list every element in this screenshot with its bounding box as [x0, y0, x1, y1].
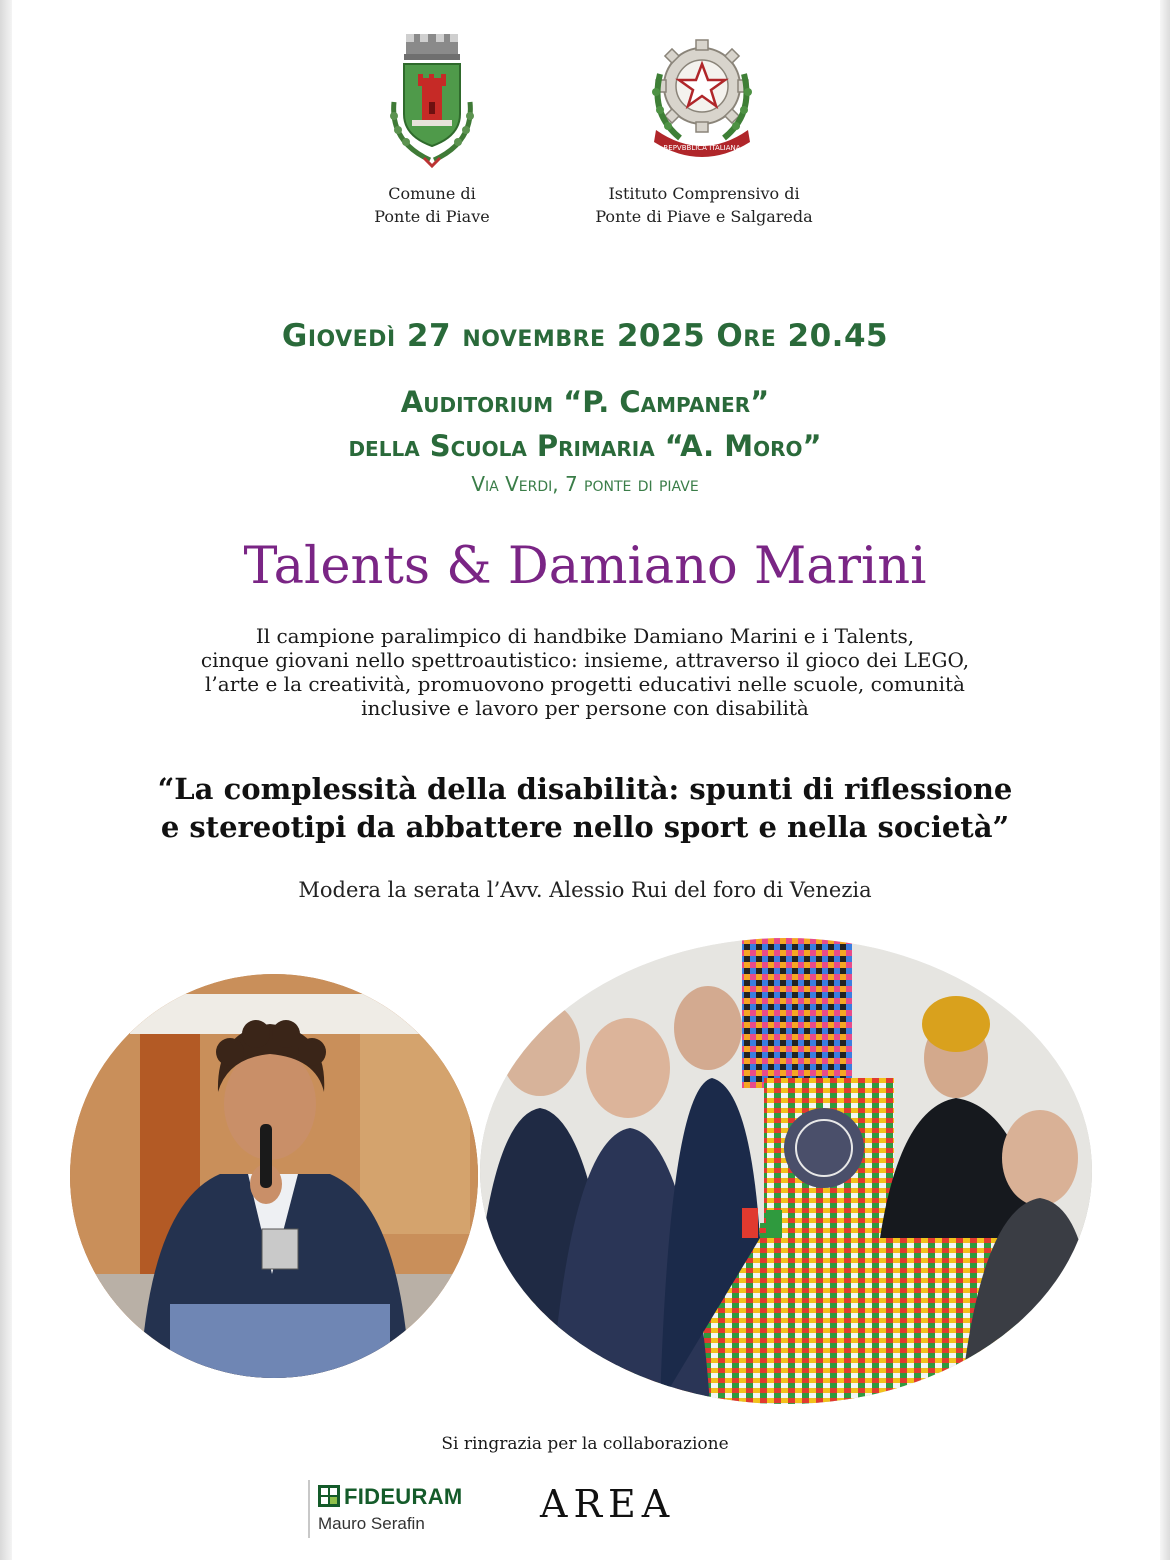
right-caption-line2: Ponte di Piave e Salgareda [595, 207, 813, 226]
description-line: Il campione paralimpico di handbike Damiano Marini e i Talents, [255, 624, 915, 648]
lego-group-photo [480, 938, 1092, 1404]
left-caption-line2: Ponte di Piave [374, 207, 490, 226]
talk-quote [0, 770, 1170, 846]
description-line: l’arte e la creatività, promuovono progetti educativi nelle scuole, comunità [205, 672, 965, 696]
description-line: cinque giovani nello spettroautistico: insieme, attraverso il gioco dei LEGO, [200, 648, 970, 672]
sponsor-area-logo: AREA [540, 1482, 676, 1526]
quote-line2: e stereotipi da abbattere nello sport e nella società” [160, 810, 1010, 844]
quote-line1: “La complessità della disabilità: spunti di riflessione [157, 772, 1013, 806]
event-title: Talents & Damiano Marini [243, 537, 927, 596]
thanks-line: Si ringrazia per la collaborazione [441, 1434, 729, 1454]
right-caption [582, 182, 826, 228]
sponsor1-person: Mauro Serafin [318, 1514, 425, 1533]
speaker-photo [70, 974, 478, 1378]
left-caption-line1: Comune di [388, 184, 476, 203]
emblem-ribbon-text: REPVBBLICA ITALIANA [663, 144, 741, 152]
event-venue-line1: Auditorium “P. Campaner” [400, 385, 770, 419]
moderator-line: Modera la serata l’Avv. Alessio Rui del foro di Venezia [298, 878, 872, 902]
logo-divider [308, 1480, 310, 1538]
italian-republic-emblem [646, 34, 758, 158]
description-line: inclusive e lavoro per persone con disabilità [361, 696, 809, 720]
fideuram-mark-icon [318, 1485, 340, 1507]
event-date-time: Giovedì 27 novembre 2025 Ore 20.45 [281, 318, 889, 354]
comune-coat-of-arms [384, 32, 480, 172]
event-venue-line2: della Scuola Primaria “A. Moro” [348, 429, 822, 463]
sponsor-fideuram-logo [308, 1478, 478, 1540]
right-caption-line1: Istituto Comprensivo di [608, 184, 800, 203]
left-caption [362, 182, 502, 228]
event-address: Via Verdi, 7 ponte di piave [471, 472, 699, 496]
sponsor1-name: FIDEURAM [344, 1484, 463, 1509]
event-description [0, 624, 1170, 720]
